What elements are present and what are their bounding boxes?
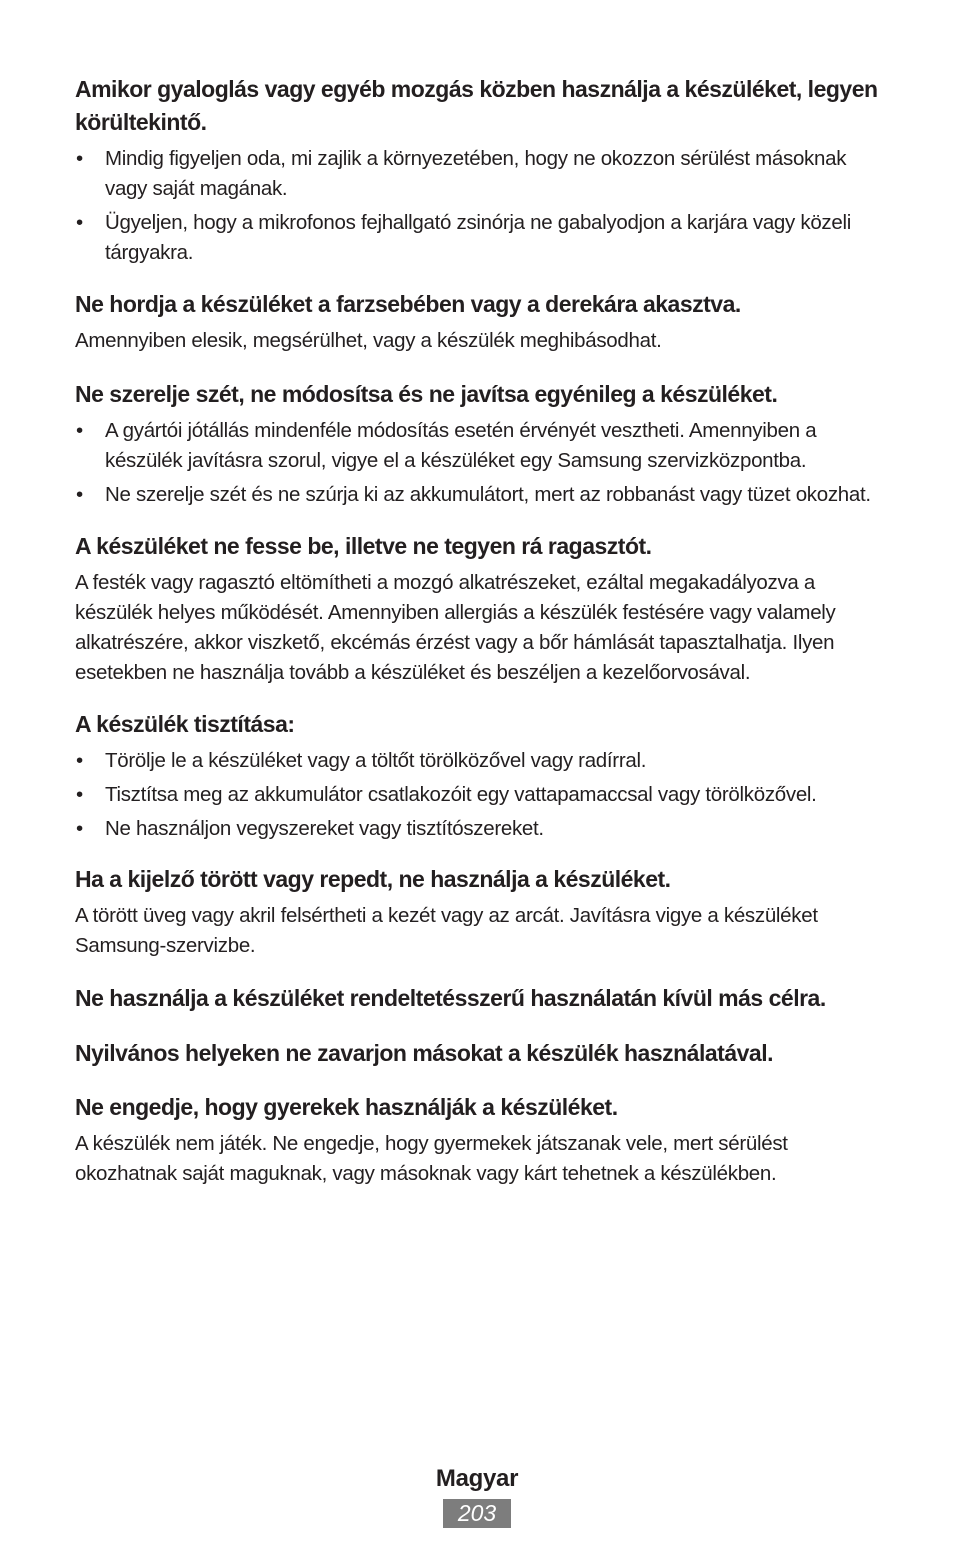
section-heading: A készülék tisztítása:: [75, 711, 295, 737]
list-item-text: Tisztítsa meg az akkumulátor csatlakozóit egy vattapamaccsal vagy törölközővel.: [105, 783, 817, 806]
bullet-icon: •: [76, 147, 83, 170]
list-item: [75, 814, 885, 844]
bullet-icon: •: [76, 419, 83, 442]
section-heading: Ne szerelje szét, ne módosítsa és ne javítsa egyénileg a készüléket.: [75, 381, 778, 407]
section-public-places: [75, 1037, 885, 1070]
section-heading: Amikor gyaloglás vagy egyéb mozgás közben használja a készüléket, legyen körültekintő.: [75, 76, 878, 135]
page-number: 203: [443, 1499, 511, 1528]
bullet-icon: •: [76, 783, 83, 806]
section-heading: Ne hordja a készüléket a farzsebében vagy a derekára akasztva.: [75, 291, 741, 317]
section-heading: Ne engedje, hogy gyerekek használják a készüléket.: [75, 1094, 618, 1120]
footer-language: Magyar: [435, 1465, 519, 1492]
bullet-icon: •: [76, 211, 83, 234]
section-paragraph: Amennyiben elesik, megsérülhet, vagy a készülék meghibásodhat.: [75, 329, 662, 352]
list-item-text: Ügyeljen, hogy a mikrofonos fejhallgató zsinórja ne gabalyodjon a karjára vagy közeli tárgyakra.: [105, 211, 851, 264]
bullet-icon: •: [76, 483, 83, 506]
section-no-disassembly: [75, 378, 885, 510]
list-item: [75, 144, 885, 204]
list-item: [75, 480, 885, 510]
page-footer: [0, 1463, 954, 1528]
bullet-icon: •: [76, 749, 83, 772]
section-paragraph: A törött üveg vagy akril felsértheti a kezét vagy az arcát. Javításra vigye a készüléket Samsung-szervizbe.: [75, 904, 818, 957]
list-item: [75, 780, 885, 810]
bullet-list: [75, 416, 885, 510]
section-walking-safety: [75, 73, 885, 268]
section-heading: Ha a kijelző törött vagy repedt, ne használja a készüléket.: [75, 866, 671, 892]
bullet-icon: •: [76, 817, 83, 840]
list-item: [75, 208, 885, 268]
list-item-text: Ne szerelje szét és ne szúrja ki az akkumulátort, mert az robbanást vagy tüzet okozhat.: [105, 483, 871, 506]
section-children: [75, 1091, 885, 1189]
bullet-list: [75, 144, 885, 268]
list-item-text: A gyártói jótállás mindenféle módosítás esetén érvényét vesztheti. Amennyiben a készülék javításra szorul, vigye el a készüléket egy Samsung szervizközpontba.: [105, 419, 817, 472]
list-item: [75, 746, 885, 776]
document-body: [75, 73, 885, 1189]
section-paragraph: A festék vagy ragasztó eltömítheti a mozgó alkatrészeket, ezáltal megakadályozva a készülék helyes működését. Amennyiben allergiás a készülék festésére vagy valamely alkatrészére, akkor viszkető, ekcémás érzést vagy a bőr hámlását tapasztalhatja. Ilyen esetekben ne használja tovább a készüléket és beszéljen a kezelőorvosával.: [75, 571, 836, 684]
list-item-text: Ne használjon vegyszereket vagy tisztítószereket.: [105, 817, 544, 840]
section-no-paint: [75, 530, 885, 688]
section-heading: Ne használja a készüléket rendeltetésszerű használatán kívül más célra.: [75, 985, 826, 1011]
section-heading: Nyilvános helyeken ne zavarjon másokat a készülék használatával.: [75, 1040, 773, 1066]
bullet-list: [75, 746, 885, 844]
section-back-pocket: [75, 288, 885, 356]
section-paragraph: A készülék nem játék. Ne engedje, hogy gyermekek játszanak vele, mert sérülést okozhatnak saját maguknak, vagy másoknak vagy kárt tehetnek a készülékben.: [75, 1132, 788, 1185]
section-broken-display: [75, 863, 885, 961]
list-item: [75, 416, 885, 476]
section-heading: A készüléket ne fesse be, illetve ne tegyen rá ragasztót.: [75, 533, 652, 559]
section-cleaning: [75, 708, 885, 844]
list-item-text: Mindig figyeljen oda, mi zajlik a környezetében, hogy ne okozzon sérülést másoknak vagy saját magának.: [105, 147, 847, 200]
section-intended-use: [75, 982, 885, 1015]
list-item-text: Törölje le a készüléket vagy a töltőt törölközővel vagy radírral.: [105, 749, 647, 772]
